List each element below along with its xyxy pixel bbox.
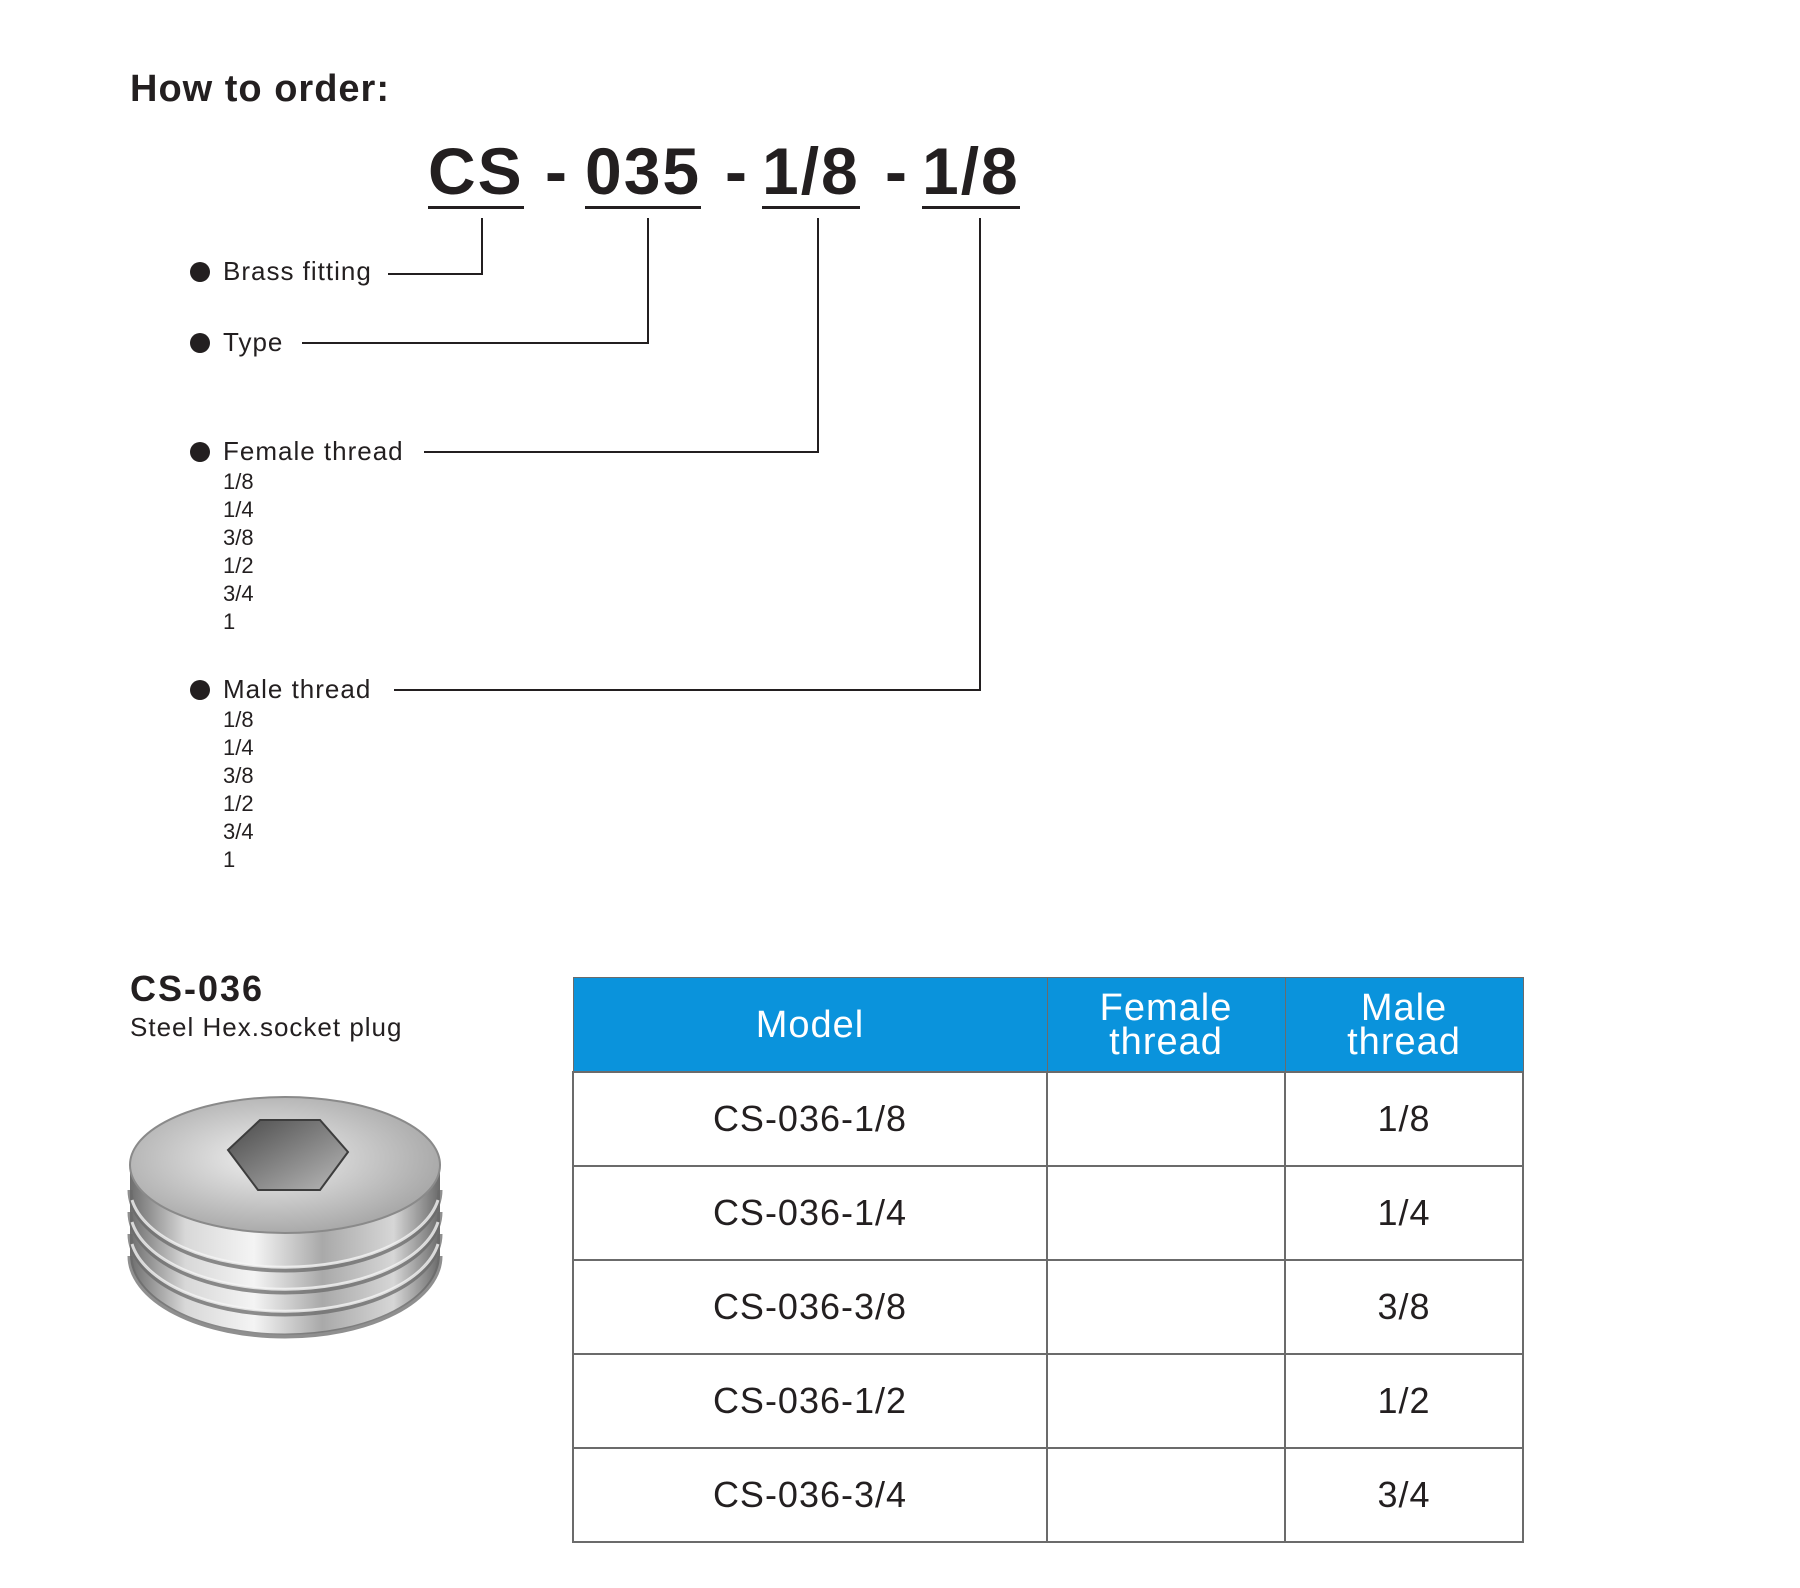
code-dash-3: -	[885, 134, 907, 208]
male-option: 3/4	[223, 819, 254, 844]
cell-male: 3/8	[1285, 1260, 1523, 1354]
header-female-thread: Female thread	[1047, 978, 1285, 1073]
code-type: 035	[585, 134, 702, 208]
label-brass-fitting: Brass fitting	[223, 256, 372, 286]
male-option: 3/8	[223, 763, 254, 788]
female-option: 1	[223, 609, 236, 634]
product-code: CS-036	[130, 968, 265, 1009]
cell-model: CS-036-3/8	[573, 1260, 1047, 1354]
bullet-icon	[190, 262, 210, 282]
cell-female	[1047, 1260, 1285, 1354]
leader-female	[424, 218, 818, 452]
label-type: Type	[223, 327, 284, 357]
cell-model: CS-036-1/8	[573, 1072, 1047, 1166]
header-male-thread: Male thread	[1285, 978, 1523, 1073]
code-male: 1/8	[922, 134, 1020, 208]
cell-female	[1047, 1072, 1285, 1166]
table-row	[573, 1260, 1523, 1354]
how-to-order-heading: How to order:	[130, 68, 390, 110]
header-model: Model	[573, 978, 1047, 1073]
leader-brass	[388, 218, 482, 274]
female-option: 1/2	[223, 553, 254, 578]
code-female: 1/8	[762, 134, 860, 208]
cell-female	[1047, 1166, 1285, 1260]
male-option: 1	[223, 847, 236, 872]
cell-male: 3/4	[1285, 1448, 1523, 1542]
label-male-thread: Male thread	[223, 674, 372, 704]
male-option: 1/8	[223, 707, 254, 732]
table-row	[573, 1072, 1523, 1166]
female-option: 3/4	[223, 581, 254, 606]
female-option: 3/8	[223, 525, 254, 550]
cell-male: 1/4	[1285, 1166, 1523, 1260]
spec-table	[572, 977, 1524, 1543]
cell-female	[1047, 1354, 1285, 1448]
female-option: 1/8	[223, 469, 254, 494]
cell-male: 1/2	[1285, 1354, 1523, 1448]
bullet-icon	[190, 333, 210, 353]
male-option: 1/4	[223, 735, 254, 760]
table-row	[573, 1166, 1523, 1260]
bullet-icon	[190, 442, 210, 462]
code-dash-2: -	[725, 134, 747, 208]
leader-male	[394, 218, 980, 690]
cell-model: CS-036-1/4	[573, 1166, 1047, 1260]
cell-model: CS-036-1/2	[573, 1354, 1047, 1448]
code-dash-1: -	[545, 134, 567, 208]
male-option: 1/2	[223, 791, 254, 816]
table-header-row	[573, 978, 1523, 1073]
table-row	[573, 1448, 1523, 1542]
cell-male: 1/8	[1285, 1072, 1523, 1166]
label-female-thread: Female thread	[223, 436, 404, 466]
bullet-icon	[190, 680, 210, 700]
table-row	[573, 1354, 1523, 1448]
product-description: Steel Hex.socket plug	[130, 1012, 403, 1042]
code-prefix: CS	[428, 134, 524, 208]
cell-model: CS-036-3/4	[573, 1448, 1047, 1542]
female-option: 1/4	[223, 497, 254, 522]
cell-female	[1047, 1448, 1285, 1542]
hex-socket-plug-icon	[120, 1090, 450, 1340]
